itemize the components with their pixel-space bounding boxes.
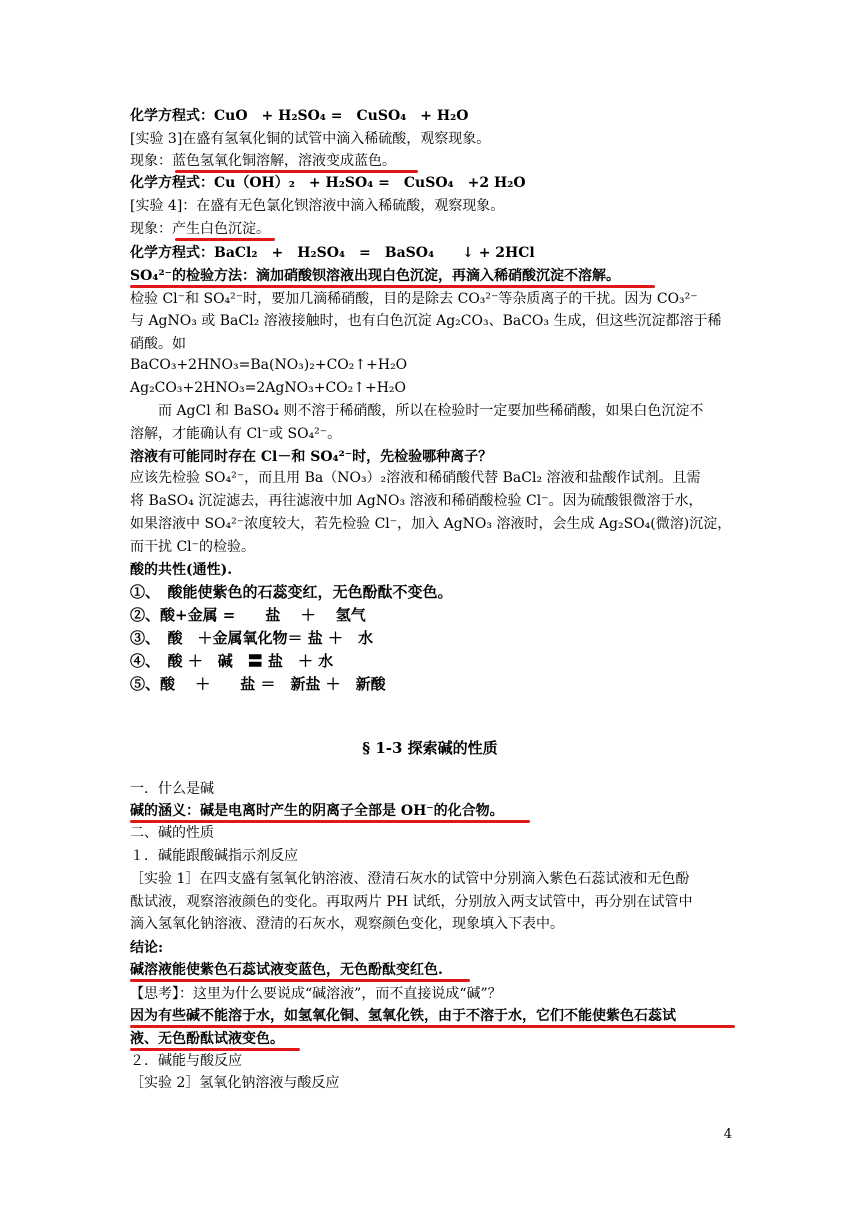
red-underline bbox=[175, 238, 275, 241]
lines-line-17: 将 BaSO₄ 沉淀滤去，再往滤液中加 AgNO₃ 溶液和稀硝酸检验 Cl⁻。因为硫酸银微溶于水， bbox=[130, 493, 703, 509]
lines2-line-5: 酞试液，观察溶液颜色的变化。再取两片 PH 试纸，分别放入两支试管中，再分别在试管中 bbox=[130, 894, 693, 910]
lines-line-11: BaCO₃+2HNO₃=Ba(NO₃)₂+CO₂↑+H₂O bbox=[130, 357, 408, 373]
lines-line-0: 化学方程式：CuO + H₂SO₄ = CuSO₄ + H₂O bbox=[130, 108, 469, 124]
lines2-line-11: 液、无色酚酞试液变色。 bbox=[130, 1031, 284, 1047]
lines2-line-2: 二、碱的性质 bbox=[130, 825, 214, 841]
page-number: 4 bbox=[723, 1127, 732, 1142]
lines-line-14: 溶解，才能确认有 Cl⁻或 SO₄²⁻。 bbox=[130, 426, 342, 442]
lines2-line-1: 碱的涵义：碱是电离时产生的阴离子全部是 OH⁻的化合物。 bbox=[130, 803, 504, 819]
lines-line-4: [实验 4]：在盛有无色氯化钡溶液中滴入稀硫酸，观察现象。 bbox=[130, 198, 505, 214]
lines2-line-4: ［实验 1］在四支盛有氢氧化钠溶液、澄清石灰水的试管中分别滴入紫色石蕊试液和无色酚 bbox=[130, 871, 690, 887]
lines-line-24: ④、 酸 ＋ 碱 〓 盐 ＋ 水 bbox=[130, 652, 334, 670]
lines-line-23: ③、 酸 ＋金属氧化物＝ 盐 ＋ 水 bbox=[130, 629, 373, 647]
lines-line-21: ①、 酸能使紫色的石蕊变红，无色酚酞不变色。 bbox=[130, 583, 453, 601]
lines-line-12: Ag₂CO₃+2HNO₃=2AgNO₃+CO₂↑+H₂O bbox=[130, 380, 407, 396]
lines-line-19: 而干扰 Cl⁻的检验。 bbox=[130, 539, 256, 555]
lines2-line-6: 滴入氢氧化钠溶液、澄清的石灰水，观察颜色变化，现象填入下表中。 bbox=[130, 916, 564, 932]
lines-line-25: ⑤、酸 ＋ 盐 ＝ 新盐 ＋ 新酸 bbox=[130, 675, 386, 693]
lines-line-16: 应该先检验 SO₄²⁻，而且用 Ba（NO₃）₂溶液和稀硝酸代替 BaCl₂ 溶液和盐酸作试剂。且需 bbox=[130, 470, 701, 486]
lines-line-13: 而 AgCl 和 BaSO₄ 则不溶于稀硝酸，所以在检验时一定要加些稀硝酸，如果白色沉淀不 bbox=[158, 403, 704, 419]
lines-line-22: ②、酸+金属 = 盐 ＋ 氢气 bbox=[130, 606, 366, 624]
lines-line-9: 与 AgNO₃ 或 BaCl₂ 溶液接触时，也有白色沉淀 Ag₂CO₃、BaCO₃ 生成，但这些沉淀都溶于稀 bbox=[130, 313, 722, 329]
lines2-line-12: ２．碱能与酸反应 bbox=[130, 1053, 242, 1069]
lines2-line-13: ［实验 2］氢氧化钠溶液与酸反应 bbox=[130, 1075, 340, 1091]
lines-line-6: 化学方程式：BaCl₂ + H₂SO₄ = BaSO₄ ↓ + 2HCl bbox=[130, 245, 535, 261]
lines-line-15: 溶液有可能同时存在 Cl－和 SO₄²⁻时，先检验哪种离子？ bbox=[130, 449, 493, 465]
red-underline bbox=[130, 979, 470, 982]
lines2-line-10: 因为有些碱不能溶于水，如氢氧化铜、氢氧化铁，由于不溶于水，它们不能使紫色石蕊试 bbox=[130, 1008, 676, 1024]
lines2-line-3: １．碱能跟酸碱指示剂反应 bbox=[130, 848, 298, 864]
lines2-line-8: 碱溶液能使紫色石蕊试液变蓝色，无色酚酞变红色. bbox=[130, 962, 443, 978]
section-title: § 1-3 探索碱的性质 bbox=[362, 739, 498, 757]
lines-line-2: 现象：蓝色氢氧化铜溶解，溶液变成蓝色。 bbox=[130, 153, 396, 169]
lines2-line-9: 【思考】：这里为什么要说成“碱溶液”，而不直接说成“碱”？ bbox=[130, 986, 502, 1002]
lines-line-1: [实验 3]在盛有氢氧化铜的试管中滴入稀硫酸，观察现象。 bbox=[130, 131, 491, 147]
lines-line-7: SO₄²⁻的检验方法：滴加硝酸钡溶液出现白色沉淀，再滴入稀硝酸沉淀不溶解。 bbox=[130, 268, 620, 284]
lines-line-18: 如果溶液中 SO₄²⁻浓度较大，若先检验 Cl⁻，加入 AgNO₃ 溶液时，会生成 Ag₂SO₄(微溶)沉淀， bbox=[130, 516, 732, 532]
lines-line-8: 检验 Cl⁻和 SO₄²⁻时，要加几滴稀硝酸，目的是除去 CO₃²⁻等杂质离子的干扰。因为 CO₃²⁻ bbox=[130, 291, 698, 307]
lines2-line-0: 一．什么是碱 bbox=[130, 781, 214, 797]
lines-line-10: 硝酸。如 bbox=[130, 336, 186, 352]
lines-line-3: 化学方程式：Cu（OH）₂ + H₂SO₄ = CuSO₄ +2 H₂O bbox=[130, 175, 526, 191]
lines2-line-7: 结论: bbox=[130, 940, 164, 956]
lines-line-20: 酸的共性(通性). bbox=[130, 562, 233, 578]
lines-line-5: 现象：产生白色沉淀。 bbox=[130, 221, 270, 237]
